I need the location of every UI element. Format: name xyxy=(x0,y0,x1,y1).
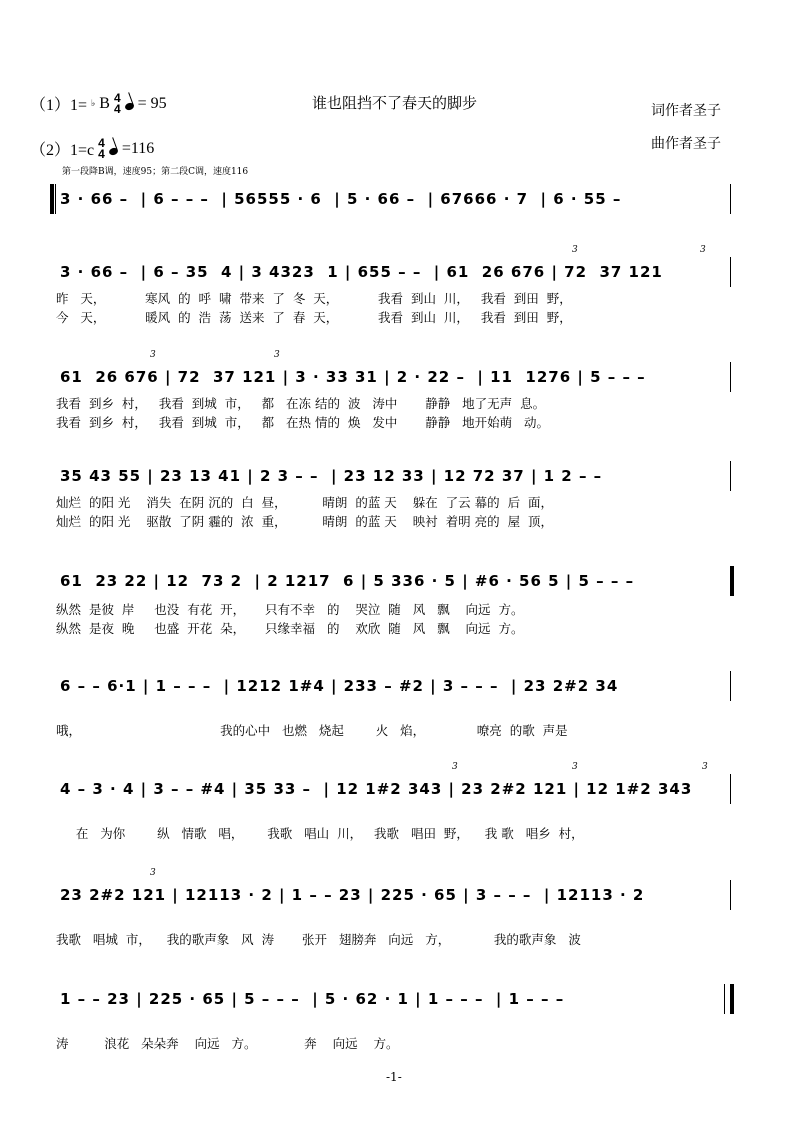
tempo-1: = 95 xyxy=(137,94,167,112)
barline xyxy=(730,362,731,392)
key-signature-1 xyxy=(30,92,167,115)
start-repeat-bar xyxy=(50,184,54,214)
barline xyxy=(730,461,731,491)
time-signature-2: 4 4 xyxy=(98,135,105,161)
notation-line: 3 · 66 – | 6 – – – | 56555 · 6 | 5 · 66 – | 67666 · 7 | 6 · 55 – xyxy=(60,190,622,208)
quarter-note-icon xyxy=(124,102,135,112)
composer-credit: 曲作者圣子 xyxy=(651,136,721,152)
notation-line: 61 23 22 | 12 73 2 | 2 1217 6 | 5 336 · 5 | #6 · 56 5 | 5 – – – xyxy=(60,572,635,590)
barline xyxy=(730,774,731,804)
lyrics-verse-1: 纵然 是彼 岸 也没 有花 开， 只有不幸 的 哭泣 随 风 飘 向远 方。 xyxy=(56,602,524,617)
final-barline xyxy=(730,984,734,1014)
end-repeat-bar xyxy=(730,566,734,596)
triplet-mark: 3 xyxy=(572,762,578,772)
key1-letter: B xyxy=(99,94,110,112)
notation-line: 61 26 676 | 72 37 121 | 3 · 33 31 | 2 · 22 – | 11 1276 | 5 – – – xyxy=(60,368,646,386)
triplet-mark: 3 xyxy=(274,350,280,360)
barline xyxy=(730,671,731,701)
lyricist-credit: 词作者圣子 xyxy=(651,103,721,119)
notation-line: 35 43 55 | 23 13 41 | 2 3 – – | 23 12 33 | 12 72 37 | 1 2 – – xyxy=(60,467,603,485)
triplet-mark: 3 xyxy=(702,762,708,772)
time-signature-1: 4 4 xyxy=(113,90,121,116)
lyrics: 我歌 唱城 市， 我的歌声象 风 涛 张开 翅膀奔 向远 方， 我的歌声象 波 xyxy=(56,932,581,947)
barline xyxy=(730,184,731,214)
key2-prefix: （2）1=c xyxy=(30,142,95,159)
lyrics: 在 为你 纵 情歌 唱， 我歌 唱山 川， 我歌 唱田 野， 我 歌 唱乡 村， xyxy=(56,826,584,841)
triplet-mark: 3 xyxy=(150,350,156,360)
triplet-mark: 3 xyxy=(150,868,156,878)
notation-line: 23 2#2 121 | 12113 · 2 | 1 – – 23 | 225 · 65 | 3 – – – | 12113 · 2 xyxy=(60,886,645,904)
barline xyxy=(724,984,725,1014)
barline xyxy=(730,880,731,910)
barline xyxy=(730,257,731,287)
lyrics-verse-1: 灿烂 的阳 光 消失 在阴 沉的 白 昼， 晴朗 的蓝 天 躲在 了云 幕的 后 面， xyxy=(56,495,554,510)
quarter-note-icon xyxy=(108,147,119,157)
lyrics-verse-2: 灿烂 的阳 光 驱散 了阴 霾的 浓 重， 晴朗 的蓝 天 映衬 着明 亮的 屋 顶， xyxy=(56,514,554,529)
barline xyxy=(55,184,56,214)
lyrics-verse-1: 我看 到乡 村， 我看 到城 市， 都 在冻 结的 波 涛中 静静 地了无声 息。 xyxy=(56,396,546,411)
lyrics: 涛 浪花 朵朵奔 向远 方。 奔 向远 方。 xyxy=(56,1036,399,1051)
lyrics-verse-1: 昨 天， 寒风 的 呼 啸 带来 了 冬 天， 我看 到山 川， 我看 到田 野， xyxy=(56,291,572,306)
triplet-mark: 3 xyxy=(572,245,578,255)
lyrics: 哦， 我的心中 也燃 烧起 火 焰， 嘹亮 的歌 声是 xyxy=(56,723,568,738)
notation-line: 3 · 66 – | 6 – 35 4 | 3 4323 1 | 655 – – | 61 26 676 | 72 37 121 xyxy=(60,263,663,281)
key-signature-2 xyxy=(30,137,154,160)
lyrics-verse-2: 纵然 是夜 晚 也盛 开花 朵， 只缘幸福 的 欢欣 随 风 飘 向远 方。 xyxy=(56,621,524,636)
page-number: -1- xyxy=(386,1070,402,1084)
triplet-mark: 3 xyxy=(452,762,458,772)
notation-line: 4 – 3 · 4 | 3 – – #4 | 35 33 – | 12 1#2 343 | 23 2#2 121 | 12 1#2 343 xyxy=(60,780,693,798)
lyrics-verse-2: 今 天， 暖风 的 浩 荡 送来 了 春 天， 我看 到山 川， 我看 到田 野， xyxy=(56,310,572,325)
triplet-mark: 3 xyxy=(700,245,706,255)
performance-note: 第一段降B调，速度95；第二段C调，速度116 xyxy=(62,167,249,177)
notation-line: 6 – – 6·1 | 1 – – – | 1212 1#4 | 233 – #2 | 3 – – – | 23 2#2 34 xyxy=(60,677,619,695)
song-title: 谁也阻挡不了春天的脚步 xyxy=(312,94,478,112)
key1-prefix: （1）1= xyxy=(30,97,88,114)
lyrics-verse-2: 我看 到乡 村， 我看 到城 市， 都 在热 情的 焕 发中 静静 地开始萌 动。 xyxy=(56,415,550,430)
flat-icon: ♭ xyxy=(91,98,96,108)
notation-line: 1 – – 23 | 225 · 65 | 5 – – – | 5 · 62 · 1 | 1 – – – | 1 – – – xyxy=(60,990,565,1008)
tempo-2: =116 xyxy=(121,139,155,157)
